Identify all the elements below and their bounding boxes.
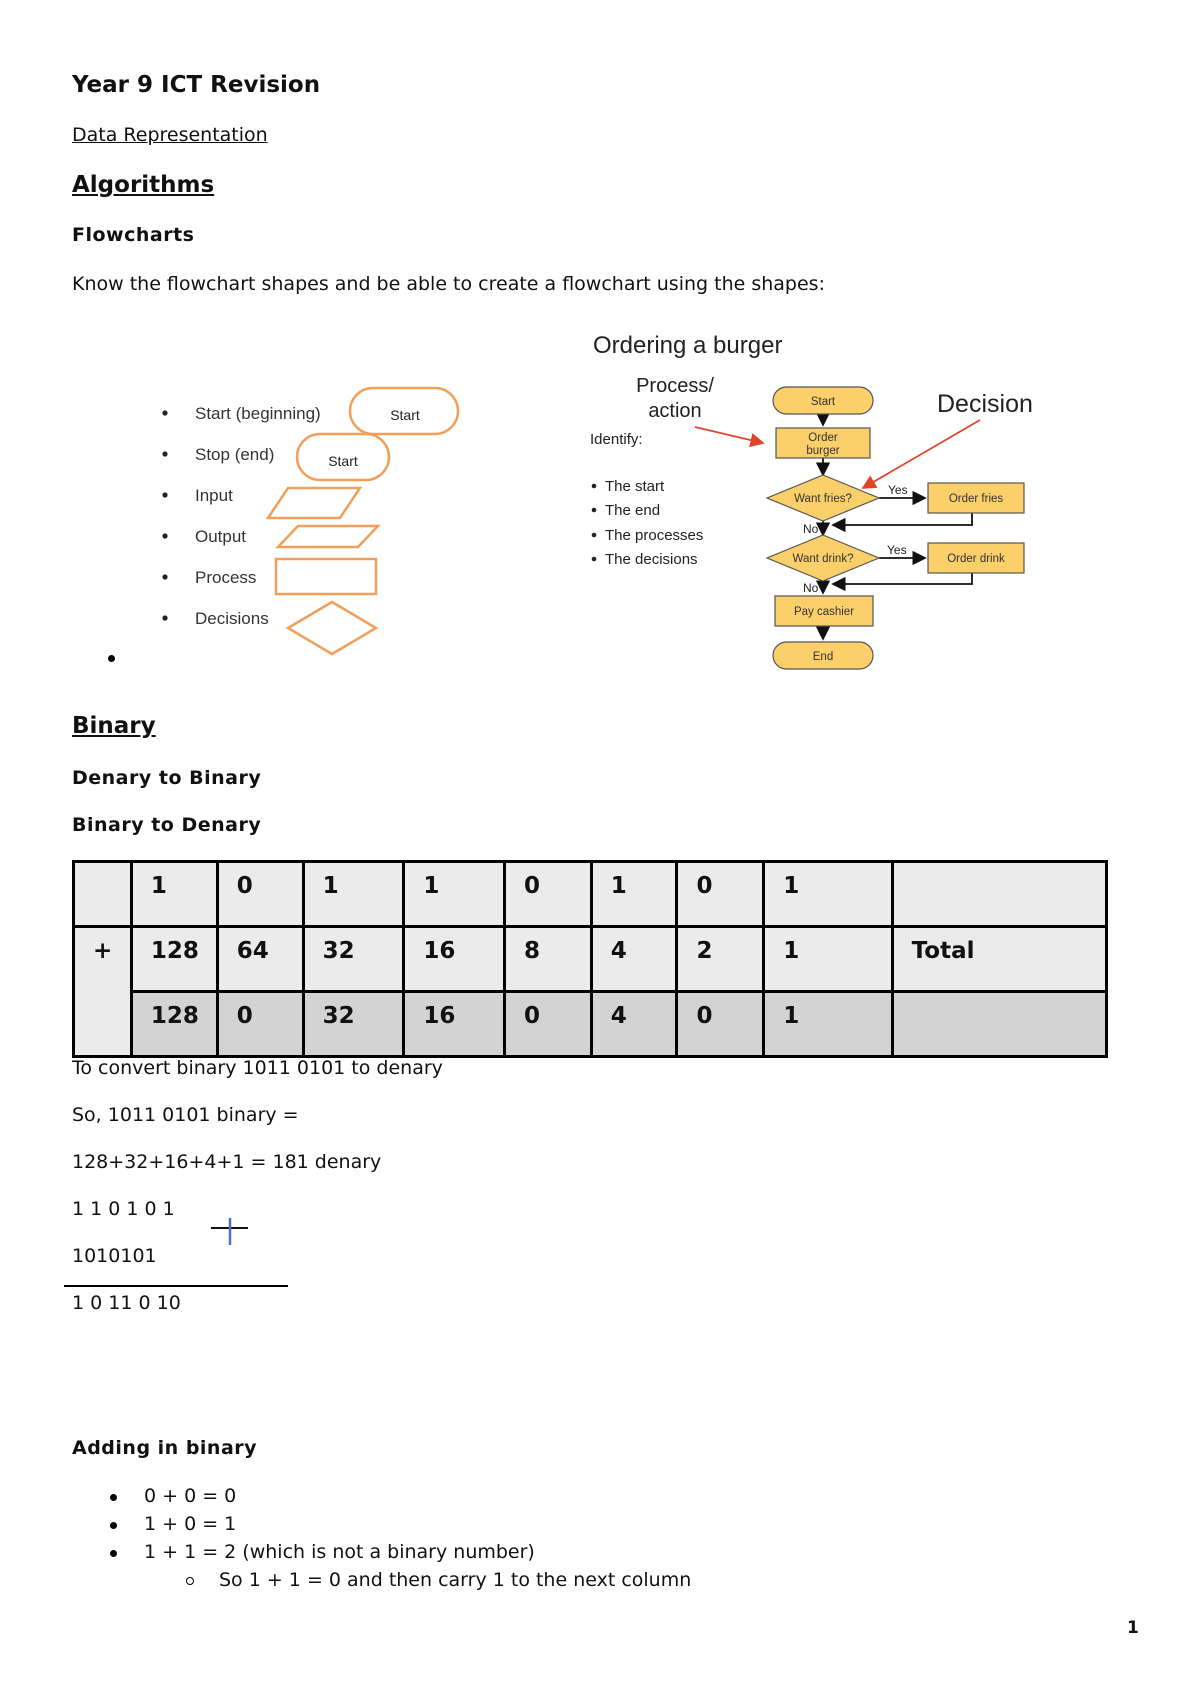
sum-line: 128+32+16+4+1 = 181 denary [72,1151,382,1173]
so-line: So, 1011 0101 binary = [72,1104,299,1126]
node-order-burger-label1: Order [808,432,838,444]
table-cell: 0 [677,862,764,927]
list-item: 1 + 0 = 1 [72,1513,535,1541]
shape-label-stop: Stop (end) [195,445,275,464]
table-cell-total: Total [892,927,1106,992]
flowcharts-heading: Flowcharts [72,224,195,246]
node-want-drink-label: Want drink? [792,553,854,565]
no-label-drink: No [803,581,819,595]
table-cell: 4 [591,927,677,992]
table-cell [892,992,1106,1057]
binary-to-denary-heading: Binary to Denary [72,814,262,836]
table-cell: 128 [131,927,217,992]
table-cell: 1 [764,862,892,927]
identify-label: Identify: [590,431,643,448]
table-cell: 1 [764,992,892,1057]
sum-underline [64,1285,288,1287]
convert-line: To convert binary 1011 0101 to denary [72,1057,443,1079]
node-want-fries-label: Want fries? [794,493,852,505]
table-cell-plus: + [74,927,132,1057]
table-row-bits [74,862,1107,927]
burger-figure-title: Ordering a burger [593,332,783,359]
identify-item-processes: The processes [605,527,704,544]
node-end-label: End [812,651,834,663]
table-row-products [74,992,1107,1057]
list-item: 0 + 0 = 0 [72,1485,535,1513]
table-cell: 0 [505,862,592,927]
binary-heading: Binary [72,713,156,739]
algorithms-heading: Algorithms [72,172,215,198]
decision-callout: Decision [937,390,1033,418]
identify-item-end: The end [605,502,661,519]
document-title: Year 9 ICT Revision [72,72,321,98]
page-number: 1 [1127,1618,1139,1638]
plus-sign-icon [208,1215,250,1247]
table-cell: 32 [303,927,404,992]
shape-label-decisions: Decisions [195,609,269,628]
table-cell: 16 [404,992,505,1057]
shape-label-start: Start (beginning) [195,404,321,423]
table-cell [892,862,1106,927]
table-cell: 128 [131,992,217,1057]
list-item: 1 + 1 = 2 (which is not a binary number) [72,1541,535,1569]
binary-add-operand-1: 1 1 0 1 0 1 [72,1198,175,1220]
stop-shape-label: Start [328,453,358,469]
flowcharts-intro: Know the flowchart shapes and be able to create a flowchart using the shapes: [72,273,825,295]
node-order-burger-label2: burger [806,445,840,457]
yes-label-drink: Yes [887,543,907,557]
section-subtitle: Data Representation [72,124,268,146]
table-cell: 0 [505,992,592,1057]
node-start-label: Start [810,396,836,408]
table-cell: 1 [591,862,677,927]
decision-shape [288,602,376,654]
identify-item-start: The start [605,478,665,495]
adding-binary-heading: Adding in binary [72,1437,258,1459]
table-cell: 1 [131,862,217,927]
table-cell: 32 [303,992,404,1057]
table-cell: 1 [404,862,505,927]
ordering-burger-figure [585,325,1055,670]
shape-label-output: Output [195,527,247,546]
table-cell: 0 [217,992,303,1057]
yes-label-fries: Yes [888,483,908,497]
binary-place-value-table [72,860,1108,1058]
process-callout-line2: action [648,400,702,422]
binary-add-result: 1 0 11 0 10 [72,1292,181,1314]
identify-item-decisions: The decisions [605,551,698,568]
shape-label-process: Process [195,568,257,587]
empty-bullet [108,655,115,662]
output-shape [278,526,378,547]
table-cell: 1 [764,927,892,992]
sub-bullet-icon [186,1577,194,1585]
shape-label-input: Input [195,486,233,505]
input-shape [268,488,360,518]
binary-add-operand-2: 1010101 [72,1245,157,1267]
start-shape-label: Start [390,407,420,423]
table-cell: 0 [217,862,303,927]
table-cell: 64 [217,927,303,992]
node-pay-cashier-label: Pay cashier [793,606,855,618]
process-shape [276,559,376,594]
table-cell: 8 [505,927,592,992]
table-cell [74,862,132,927]
flowchart-shapes-figure [140,370,480,670]
adding-sub-rule: So 1 + 1 = 0 and then carry 1 to the next column [219,1569,692,1591]
table-cell: 4 [591,992,677,1057]
table-cell: 2 [677,927,764,992]
table-cell: 1 [303,862,404,927]
process-callout-line1: Process/ [636,375,714,397]
no-label-fries: No [803,522,819,536]
table-cell: 0 [677,992,764,1057]
node-order-drink-label: Order drink [947,553,1005,565]
denary-to-binary-heading: Denary to Binary [72,767,262,789]
table-row-place-values [74,927,1107,992]
adding-rules-list [72,1485,535,1569]
table-cell: 16 [404,927,505,992]
node-order-fries-label: Order fries [948,493,1004,505]
